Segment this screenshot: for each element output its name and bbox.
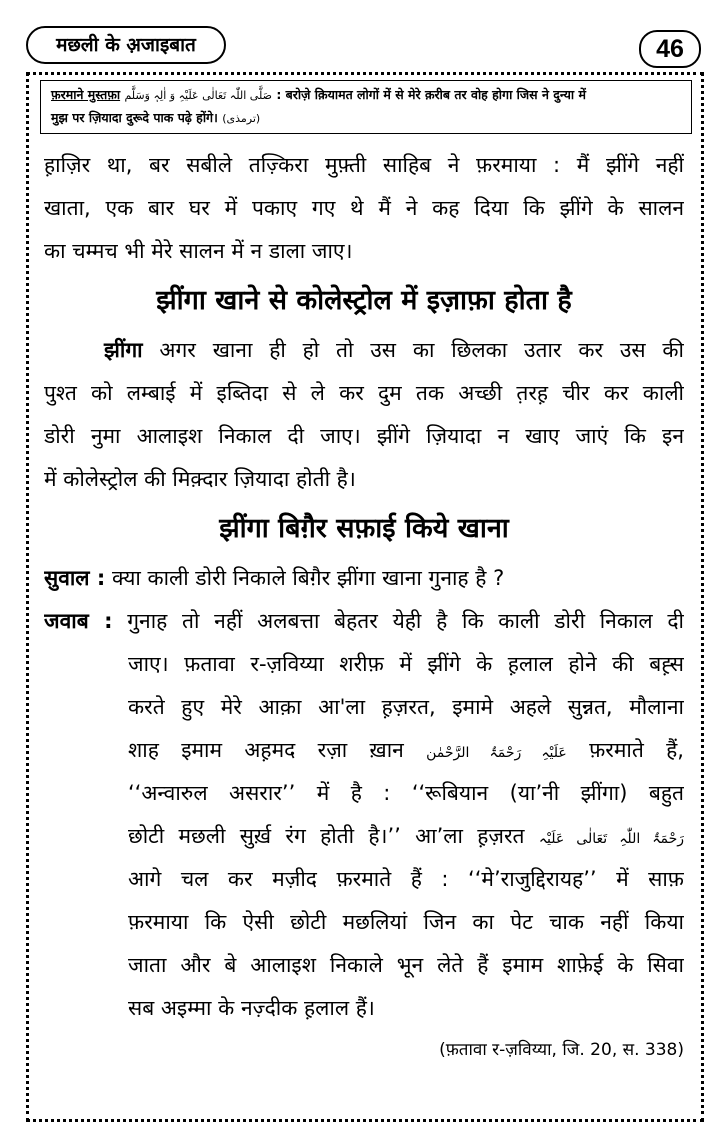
para1-line-1: ह़ाज़िर था, बर सबीले तज़्किरा मुफ़्ती साहिब ने फ़रमाया : मैं झींगे नहीं [44, 153, 684, 177]
answer-line-10: सब अइम्मा के नज़्दीक ह़लाल हैं। [128, 996, 375, 1020]
answer-line-7: आगे चल कर मज़ीद फ़रमाते हैं : ‘‘मे’राजुद्दिरायह’’ में साफ़ [128, 867, 684, 891]
answer-line-4 [44, 729, 684, 772]
answer-arabic-1: عَلَیْہِ رَحْمَۃُ الرَّحْمٰن [426, 745, 567, 761]
answer-line-5: ‘‘अन्वारुल असरार’’ में है : ‘‘रूबियान (या’नी झींगा) बहुत [128, 781, 684, 805]
para2-line-2: पुश्त को लम्बाई में इब्तिदा से ले कर दुम तक अच्छी त़रह़ चीर कर काली [44, 381, 684, 405]
hadith-line-1 [51, 84, 681, 107]
answer-line-4-a: शाह इमाम अह़मद रज़ा ख़ान [128, 738, 404, 762]
para2-line-4: में कोलेस्ट्रोल की मिक़्दार ज़ियादा होती है। [44, 467, 356, 491]
question-label: सुवाल : [44, 566, 106, 590]
hadith-salutation: صَلَّی اللّٰہ تَعَالٰی عَلَیْہِ وَ اٰلِہٖ وَسَلَّم [124, 89, 272, 102]
hadith-source: (ترمذی) [222, 112, 261, 125]
answer-line-3: करते हुए मेरे आक़ा आ'ला ह़ज़रत, इमामे अहले सुन्नत, मौलाना [128, 695, 684, 719]
para1-line-2: खाता, एक बार घर में पकाए गए थे मैं ने कह दिया कि झींगे के सालन [44, 196, 684, 220]
answer-line-9: जाता और बे आलाइश निकाले भून लेते हैं इमाम शाफ़ेई के सिवा [128, 953, 684, 977]
answer-line-1-text: गुनाह तो नहीं अलबत्ता बेहतर येही है कि काली डोरी निकाल दी [127, 609, 684, 633]
chapter-title: मछली के अ़जाइबात [26, 26, 226, 64]
answer-arabic-2: رَحْمَۃُ اللّٰہِ تَعَالٰی عَلَیْہ [538, 831, 684, 847]
answer-line-6 [44, 815, 684, 858]
para2-line-1-text: अगर खाना ही हो तो उस का छिलका उतार कर उस की [159, 338, 684, 362]
answer-line-2: जाए। फ़तावा र-ज़विय्या शरीफ़ में झींगे के ह़लाल होने की बह़्स [128, 652, 684, 676]
question-text: क्या काली डोरी निकाले बिग़ैर झींगा खाना गुनाह है ? [111, 566, 505, 590]
hadith-banner [40, 80, 692, 134]
question [44, 557, 684, 600]
section-heading-1: झींगा खाने से कोलेस्ट्रोल में इज़ाफ़ा होता है [156, 285, 572, 316]
para2-line-3: डोरी नुमा आलाइश निकाल दी जाए। झींगे ज़ियादा न खाए जाएं कि इन [44, 424, 684, 448]
page-number: 46 [639, 30, 701, 68]
para1-line-3: का चम्मच भी मेरे सालन में न डाला जाए। [44, 239, 353, 263]
para2-lead-word: झींगा [104, 338, 143, 362]
answer-line-6-a: छोटी मछली सुर्ख़ रंग होती है।’’ आ’ला ह़ज़रत [128, 824, 525, 848]
hadith-text-1: : बरोज़े क़ियामत लोगों में से मेरे क़रीब तर वोह होगा जिस ने दुन्या में [276, 87, 586, 102]
main-text [44, 144, 684, 1070]
section-heading-2: झींगा बिग़ैर सफ़ाई किये खाना [219, 513, 509, 544]
hadith-lead: फ़रमाने मुस्तफ़ा [51, 87, 121, 102]
hadith-text-2: मुझ पर ज़ियादा दुरूदे पाक पढ़े होंगे। [51, 110, 218, 125]
answer-line-8: फ़रमाया कि ऐसी छोटी मछलियां जिन का पेट चाक नहीं किया [128, 910, 684, 934]
para2-line-1 [44, 329, 684, 372]
answer-line-4-b: फ़रमाते हैं, [589, 738, 684, 762]
answer-line-1 [44, 600, 684, 643]
citation: (फ़तावा र-ज़विय्या, जि. 20, स. 338) [439, 1040, 684, 1060]
hadith-line-2 [51, 107, 681, 130]
answer-label: जवाब : [44, 609, 113, 633]
